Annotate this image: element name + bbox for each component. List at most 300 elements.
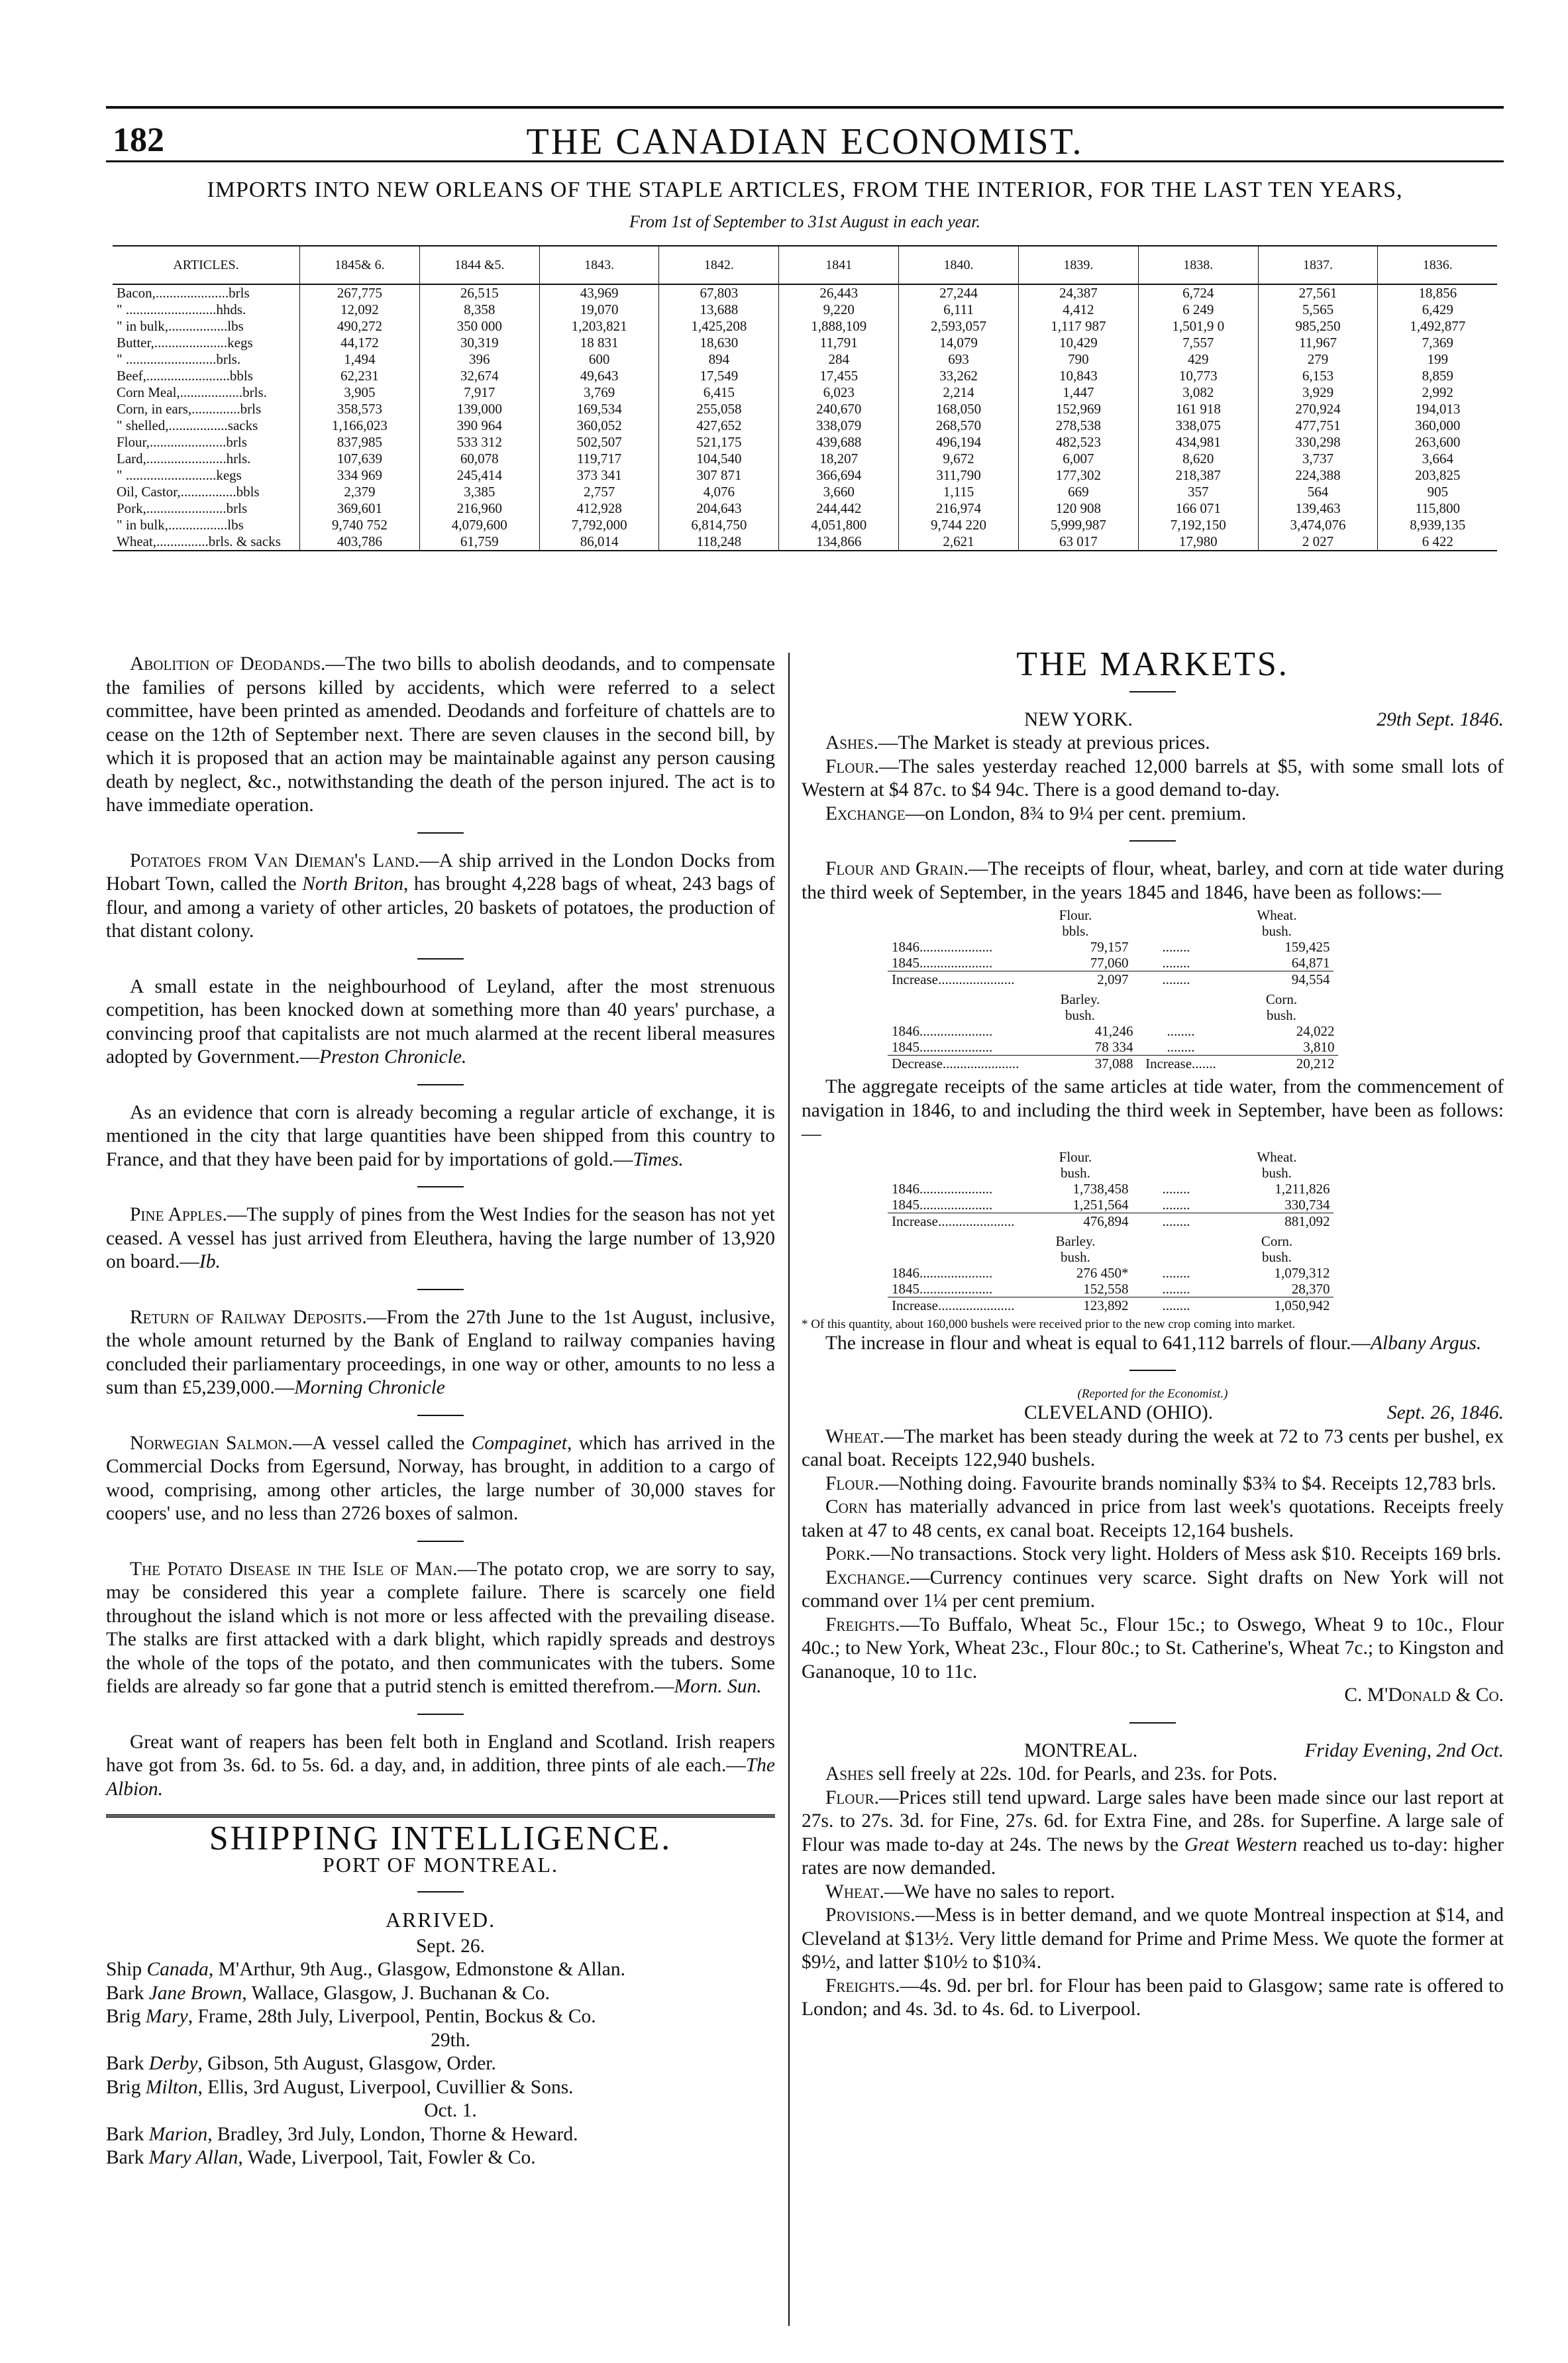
value-cell: 357 <box>1138 484 1258 500</box>
railway-text: —From the 27th June to the 1st August, inclusive, the whole amount returned by the Bank of England to railway companies having concluded their parliamentary proceedings, in one way or other, amounts to no less a sum than £5,239,000.— <box>106 1306 775 1398</box>
vessel-details: , Ellis, 3rd August, Liverpool, Cuvillier & Sons. <box>197 2076 574 2098</box>
table-row <box>113 368 1497 384</box>
page-number: 182 <box>113 121 164 159</box>
item-text: —Nothing doing. Favourite brands nominally $3¾ to $4. Receipts 12,783 brls. <box>878 1472 1496 1494</box>
potatoes-text-2: , has brought 4,228 bags of wheat, 243 bags of flour, and among a variety of other articles, 20 baskets of potatoes, the production of that distant colony. <box>106 873 776 942</box>
ship-name: Compaginet <box>471 1432 567 1454</box>
article-cell: Bacon,.....................brls <box>113 284 300 302</box>
value-cell: 4,051,800 <box>779 517 899 533</box>
grain-aggregate: The aggregate receipts of the same articles at tide water, from the commencement of navigation in 1846, to and including the third week in September, have been as follows:— <box>802 1076 1504 1144</box>
leyland-article <box>106 975 775 1070</box>
article-cell: Corn, in ears,..............brls <box>113 401 300 417</box>
stat-mid: ........ <box>1162 1196 1190 1213</box>
value-cell: 11,967 <box>1258 335 1378 351</box>
value-cell: 120 908 <box>1018 500 1138 517</box>
item-heading: Pork. <box>825 1543 871 1565</box>
stat-value: 37,088 <box>1023 1056 1137 1072</box>
item-text: —The sales yesterday reached 12,000 barrels at $5, with some small lots of Western at $4 87c. to $4 94c. There is a good demand to-day. <box>802 755 1504 800</box>
value-cell: 177,302 <box>1018 467 1138 484</box>
table-row <box>113 417 1497 434</box>
value-cell: 2,621 <box>899 533 1019 551</box>
value-cell: 412,928 <box>539 500 659 517</box>
stat-value: 476,894 <box>1018 1213 1132 1229</box>
vessel-details: , Frame, 28th July, Liverpool, Pentin, Bockus & Co. <box>187 2006 596 2027</box>
market-item <box>802 1472 1504 1496</box>
stat-mid: ........ <box>1167 1023 1195 1039</box>
value-cell: 26,515 <box>419 284 539 302</box>
stat-value: 79,157 <box>1090 939 1129 955</box>
value-cell: 396 <box>419 351 539 368</box>
value-cell: 338,075 <box>1138 417 1258 434</box>
stat-unit: bush. <box>1060 1164 1090 1181</box>
article-cell: Oil, Castor,................bbls <box>113 484 300 500</box>
value-cell: 7,369 <box>1422 335 1453 351</box>
vessel-type: Bark <box>106 2053 149 2074</box>
value-cell: 12,092 <box>300 302 420 318</box>
value-cell: 369,601 <box>300 500 420 517</box>
stat-head: Barley. <box>1060 991 1100 1007</box>
column-header: 1839. <box>1018 246 1138 284</box>
stat-row <box>888 1281 1333 1297</box>
value-cell: 1,115 <box>899 484 1019 500</box>
value-cell: 107,639 <box>300 451 420 467</box>
value-cell: 284 <box>779 351 899 368</box>
column-rule <box>788 653 790 2326</box>
date: Sept. 26, 1846. <box>1386 1402 1504 1423</box>
column-header: ARTICLES. <box>113 246 300 284</box>
stat-value: 94,554 <box>1220 971 1333 988</box>
value-cell: 44,172 <box>300 335 420 351</box>
stat-row <box>888 1023 1338 1039</box>
value-cell: 429 <box>1138 351 1258 368</box>
value-cell: 6,111 <box>899 302 1019 318</box>
salmon-text: —A vessel called the <box>292 1432 472 1454</box>
stat-unit: bush. <box>1261 1248 1292 1265</box>
reapers-text: Great want of reapers has been felt both in England and Scotland. Irish reapers have got from 3s. 6d. to 5s. 6d. a day, and, in addition, three pints of ale each.— <box>106 1731 775 1776</box>
imports-title: IMPORTS INTO NEW ORLEANS OF THE STAPLE ARTICLES, FROM THE INTERIOR, FOR THE LAST TEN YEARS, <box>207 178 1403 202</box>
stat-value: 20,212 <box>1224 1056 1338 1072</box>
value-cell: 3,905 <box>300 384 420 401</box>
value-cell: 373 341 <box>539 467 659 484</box>
leyland-text: A small estate in the neighbourhood of Leyland, after the most strenuous competition, has been knocked down at something more than 40 years' purchase, a convincing proof that capitalists are not much alarmed at the recent liberal measures adopted by Government.— <box>106 975 775 1068</box>
source: Times. <box>633 1148 684 1170</box>
stat-label: 1846..................... <box>892 1264 993 1281</box>
vessel-type: Bark <box>106 2123 149 2145</box>
value-cell: 18,207 <box>779 451 899 467</box>
item-heading: Freights. <box>825 1614 900 1635</box>
value-cell: 502,507 <box>539 434 659 451</box>
table-row <box>113 451 1497 467</box>
table-row <box>113 284 1497 302</box>
grain-table-2 <box>888 991 1338 1072</box>
stat-unit: bush. <box>1266 1007 1296 1023</box>
potatoes-article <box>106 850 775 944</box>
stat-head-row <box>888 907 1333 923</box>
value-cell: 43,969 <box>539 284 659 302</box>
item-heading: Ashes. <box>825 732 879 753</box>
salmon-heading: Norwegian Salmon. <box>130 1432 293 1454</box>
stat-value: 276 450* <box>1076 1264 1129 1281</box>
reapers-article <box>106 1731 775 1802</box>
item-heading: Flour. <box>825 1472 879 1494</box>
value-cell: 6,415 <box>659 384 779 401</box>
stat-unit: bbls. <box>1062 923 1089 939</box>
article-cell: " shelled,.................sacks <box>113 417 300 434</box>
column-header: 1840. <box>899 246 1019 284</box>
value-cell: 358,573 <box>300 401 420 417</box>
montreal-dateline <box>802 1739 1504 1763</box>
stat-mid: ........ <box>1132 1213 1220 1229</box>
value-cell: 11,791 <box>779 335 899 351</box>
table-row <box>113 351 1497 368</box>
stat-head-row <box>888 1149 1333 1165</box>
ny-exchange <box>802 802 1504 826</box>
value-cell: 1,166,023 <box>300 417 420 434</box>
item-text: The increase in flour and wheat is equal to 641,112 barrels of flour.— <box>825 1332 1371 1354</box>
column-header: 1838. <box>1138 246 1258 284</box>
value-cell: 240,670 <box>779 401 899 417</box>
value-cell: 427,652 <box>659 417 779 434</box>
value-cell: 8,358 <box>419 302 539 318</box>
market-item <box>802 1975 1504 2022</box>
ship-entry <box>106 2005 775 2029</box>
value-cell: 67,803 <box>659 284 779 302</box>
item-text: —The receipts of flour, wheat, barley, and corn at tide water during the third week of September, in the years 1845 and 1846, have been as follows:— <box>802 858 1504 903</box>
value-cell: 270,924 <box>1258 401 1378 417</box>
value-cell: 255,058 <box>659 401 779 417</box>
value-cell: 6 249 <box>1138 302 1258 318</box>
stat-blank <box>888 907 1018 923</box>
value-cell: 8,620 <box>1138 451 1258 467</box>
pines-article <box>106 1203 775 1274</box>
value-cell: 669 <box>1018 484 1138 500</box>
article-cell: " ..........................kegs <box>113 467 300 484</box>
item-heading: Exchange. <box>825 1566 911 1588</box>
stat-label: 1846..................... <box>892 939 993 955</box>
stat-mid: ........ <box>1162 955 1190 971</box>
grain-table-4 <box>888 1233 1333 1313</box>
value-cell: 17,549 <box>659 368 779 384</box>
value-cell: 104,540 <box>659 451 779 467</box>
stat-value: 152,558 <box>1083 1280 1129 1297</box>
ship-date: 29th. <box>431 2029 470 2051</box>
value-cell: 6,814,750 <box>659 517 779 533</box>
value-cell: 216,960 <box>419 500 539 517</box>
pines-heading: Pine Apples. <box>130 1204 227 1225</box>
value-cell: 837,985 <box>300 434 420 451</box>
imports-table <box>113 245 1497 551</box>
value-cell: 533 312 <box>419 434 539 451</box>
separator <box>417 1891 464 1893</box>
stat-row <box>888 1181 1333 1197</box>
stat-value: 78 334 <box>1094 1039 1133 1055</box>
article-cell: " ..........................hhds. <box>113 302 300 318</box>
item-text: —4s. 9d. per brl. for Flour has been paid to Glasgow; same rate is offered to London; and 4s. 3d. to 4s. 6d. to Liverpool. <box>802 1975 1504 2020</box>
stat-blank <box>1132 1249 1220 1265</box>
stat-unit: bush. <box>1261 1164 1292 1181</box>
stat-head: Wheat. <box>1257 907 1297 923</box>
ship-entry <box>106 2123 775 2147</box>
stat-head: Wheat. <box>1257 1148 1297 1165</box>
item-text: —on London, 8¾ to 9¼ per cent. premium. <box>905 802 1247 824</box>
stat-unit-row <box>888 923 1333 939</box>
stat-mid: Increase....... <box>1137 1056 1224 1072</box>
vessel-name: Milton <box>145 2076 198 2098</box>
value-cell: 311,790 <box>899 467 1019 484</box>
stat-unit-row <box>888 1007 1338 1023</box>
value-cell: 18 831 <box>539 335 659 351</box>
vessel-type: Bark <box>106 1982 149 2004</box>
montreal-items <box>802 1763 1504 2022</box>
stat-value: 2,097 <box>1018 971 1132 988</box>
value-cell: 245,414 <box>419 467 539 484</box>
stat-value: 1,211,826 <box>1275 1180 1330 1197</box>
stat-label: Decrease...................... <box>888 1056 1023 1072</box>
value-cell: 9,220 <box>779 302 899 318</box>
stat-mid: ........ <box>1162 1180 1190 1197</box>
salmon-text-2: , which has arrived in the Commercial Docks from Egersund, Norway, has brought, in addition to a cargo of wood, comprising, among other articles, the large number of 30,000 staves for coopers' use, and no less than 2726 boxes of salmon. <box>106 1432 776 1524</box>
value-cell: 6,153 <box>1258 368 1378 384</box>
left-column <box>106 653 775 2170</box>
stat-head-row <box>888 991 1338 1007</box>
stat-unit-row <box>888 1249 1333 1265</box>
source: Albany Argus. <box>1371 1332 1482 1354</box>
stat-value: 1,251,564 <box>1072 1196 1129 1213</box>
date: Friday Evening, 2nd Oct. <box>1304 1739 1504 1761</box>
value-cell: 119,717 <box>539 451 659 467</box>
stat-head: Corn. <box>1261 1233 1293 1249</box>
item-heading: Flour. <box>825 1786 879 1808</box>
reported-note: (Reported for the Economist.) <box>1077 1387 1228 1401</box>
stat-value: 123,892 <box>1018 1297 1132 1313</box>
value-cell: 3,082 <box>1138 384 1258 401</box>
stat-blank <box>888 991 1023 1007</box>
potato-disease-text: —The potato crop, we are sorry to say, may be considered this year a complete failure. There is scarcely one field throughout the island which is not more or less affected with the prevailing disease. The stalks are first attacked with a dark blight, which rapidly spreads and destroys the whole of the tops of the potato, and then communicates with the tubers. Some fields are already so far gone that a putrid stench is emitted therefrom.— <box>106 1558 776 1697</box>
separator <box>417 958 464 960</box>
value-cell: 905 <box>1427 484 1448 500</box>
value-cell: 7,192,150 <box>1138 517 1258 533</box>
value-cell: 10,773 <box>1138 368 1258 384</box>
vessel-details: , Wade, Liverpool, Tait, Fowler & Co. <box>238 2147 536 2168</box>
stat-label: Increase...................... <box>888 1297 1018 1313</box>
value-cell: 360,000 <box>1415 417 1461 433</box>
value-cell: 2 027 <box>1258 533 1378 551</box>
column-header: 1843. <box>539 246 659 284</box>
stat-total-row <box>888 1297 1333 1313</box>
item-text: —Mess is in better demand, and we quote Montreal inspection at $14, and Cleveland at $13½. Very little demand for Prime and Prime Mess. We quote the former at $9½, and latter $10½ to $10¾. <box>802 1904 1504 1973</box>
imports-header-row <box>113 246 1497 284</box>
stat-blank <box>1132 1149 1220 1165</box>
value-cell: 62,231 <box>300 368 420 384</box>
date: 29th Sept. 1846. <box>1377 708 1504 730</box>
grain-footnote: * Of this quantity, about 160,000 bushels were received prior to the new crop coming into market. <box>802 1317 1296 1331</box>
stat-blank <box>888 1249 1018 1265</box>
stat-value: 1,050,942 <box>1220 1297 1333 1313</box>
value-cell: 439,688 <box>779 434 899 451</box>
column-header: 1844 &5. <box>419 246 539 284</box>
market-item <box>802 1543 1504 1566</box>
stat-value: 1,079,312 <box>1274 1264 1330 1281</box>
vessel-name: Mary <box>145 2006 188 2027</box>
article-cell: " in bulk,.................lbs <box>113 318 300 335</box>
item-text: —The Market is steady at previous prices. <box>878 732 1210 753</box>
value-cell: 360,052 <box>539 417 659 434</box>
stat-blank <box>1132 1165 1220 1181</box>
value-cell: 10,843 <box>1018 368 1138 384</box>
vessel-name: Jane Brown <box>148 1982 242 2004</box>
running-title: THE CANADIAN ECONOMIST. <box>526 121 1084 162</box>
stat-label: 1845..................... <box>892 1280 993 1297</box>
value-cell: 18,630 <box>659 335 779 351</box>
stat-blank <box>888 1233 1018 1249</box>
source: Ib. <box>199 1251 221 1272</box>
place: MONTREAL. <box>1024 1739 1138 1761</box>
value-cell: 24,387 <box>1018 284 1138 302</box>
value-cell: 49,643 <box>539 368 659 384</box>
grain-table-1 <box>888 907 1333 987</box>
value-cell: 61,759 <box>419 533 539 551</box>
stat-value: 24,022 <box>1296 1023 1335 1039</box>
stat-value: 77,060 <box>1090 955 1129 971</box>
value-cell: 27,561 <box>1258 284 1378 302</box>
item-text: —Prices still tend upward. Large sales have been made since our last report at 27s. to 27s. 3d. for Fine, 27s. 6d. for Extra Fine, and 28s. for Superfine. A large sale of Flour was made to-day at 24s. The news by the <box>802 1786 1504 1855</box>
item-text: has materially advanced in price from last week's quotations. Receipts freely taken at 47 to 48 cents, ex canal boat. Receipts 12,164 bushels. <box>802 1496 1504 1541</box>
ship-entry <box>106 2052 775 2076</box>
value-cell: 63 017 <box>1018 533 1138 551</box>
stat-blank <box>888 1165 1018 1181</box>
article-cell: Corn Meal,..................brls. <box>113 384 300 401</box>
stat-head-row <box>888 1233 1333 1249</box>
value-cell: 3,385 <box>419 484 539 500</box>
market-item <box>802 1566 1504 1614</box>
stat-blank <box>1137 991 1224 1007</box>
grain-article <box>802 857 1504 905</box>
vessel-name: Derby <box>148 2053 198 2074</box>
value-cell: 366,694 <box>779 467 899 484</box>
value-cell: 600 <box>539 351 659 368</box>
value-cell: 350 000 <box>419 318 539 335</box>
value-cell: 3,769 <box>539 384 659 401</box>
column-header: 1836. <box>1378 246 1497 284</box>
value-cell: 224,388 <box>1258 467 1378 484</box>
value-cell: 2,992 <box>1422 384 1453 400</box>
item-text: reached us to-day: higher rates are now demanded. <box>802 1834 1504 1879</box>
item-heading: Flour and Grain. <box>825 858 968 879</box>
value-cell: 134,866 <box>779 533 899 551</box>
stat-value: 330,734 <box>1284 1196 1330 1213</box>
value-cell: 693 <box>899 351 1019 368</box>
stat-mid: ........ <box>1132 971 1220 988</box>
value-cell: 434,981 <box>1138 434 1258 451</box>
ny-dateline <box>802 708 1504 732</box>
ny-ashes <box>802 732 1504 755</box>
item-heading: Freights. <box>825 1975 900 1997</box>
source: Morn. Sun. <box>674 1676 762 1697</box>
stat-value: 1,738,458 <box>1072 1180 1129 1197</box>
value-cell: 267,775 <box>300 284 420 302</box>
stat-label: 1846..................... <box>892 1023 993 1039</box>
value-cell: 330,298 <box>1258 434 1378 451</box>
value-cell: 521,175 <box>659 434 779 451</box>
stat-label: Increase...................... <box>888 971 1018 988</box>
potatoes-heading: Potatoes from Van Dieman's Land. <box>130 850 420 871</box>
deodands-article <box>106 653 775 818</box>
value-cell: 17,455 <box>779 368 899 384</box>
value-cell: 985,250 <box>1258 318 1378 335</box>
vessel-type: Brig <box>106 2076 146 2098</box>
value-cell: 338,079 <box>779 417 899 434</box>
value-cell: 390 964 <box>419 417 539 434</box>
item-heading: Corn <box>825 1496 868 1517</box>
place: NEW YORK. <box>1024 708 1133 730</box>
value-cell: 3,660 <box>779 484 899 500</box>
stat-total-row <box>888 1056 1338 1072</box>
stat-value: 3,810 <box>1303 1039 1335 1055</box>
value-cell: 166 071 <box>1138 500 1258 517</box>
article-cell: Lard,.......................hrls. <box>113 451 300 467</box>
stat-row <box>888 1039 1338 1056</box>
item-heading: Wheat. <box>825 1881 884 1902</box>
value-cell: 1,492,877 <box>1410 318 1466 334</box>
source: The Albion. <box>106 1755 775 1800</box>
value-cell: 60,078 <box>419 451 539 467</box>
stat-label: 1845..................... <box>892 955 993 971</box>
right-column <box>802 645 1504 2022</box>
salmon-article <box>106 1432 775 1526</box>
value-cell: 30,319 <box>419 335 539 351</box>
value-cell: 19,070 <box>539 302 659 318</box>
column-header: 1842. <box>659 246 779 284</box>
deodands-heading: Abolition of Deodands. <box>130 653 326 675</box>
shipping-list <box>106 1935 775 2170</box>
value-cell: 33,262 <box>899 368 1019 384</box>
railway-article <box>106 1306 775 1400</box>
value-cell: 1,501,9 0 <box>1138 318 1258 335</box>
stat-label: Increase...................... <box>888 1213 1018 1229</box>
stat-blank <box>1132 907 1220 923</box>
ship-entry <box>106 1982 775 2006</box>
double-rule <box>106 1814 775 1818</box>
market-item <box>802 1496 1504 1543</box>
corn-article <box>106 1101 775 1172</box>
value-cell: 3,737 <box>1258 451 1378 467</box>
value-cell: 169,534 <box>539 401 659 417</box>
value-cell: 6,023 <box>779 384 899 401</box>
separator <box>417 1541 464 1542</box>
value-cell: 894 <box>659 351 779 368</box>
vessel-type: Bark <box>106 2147 149 2168</box>
imports-body <box>113 284 1497 551</box>
column-header: 1841 <box>779 246 899 284</box>
value-cell: 7,917 <box>419 384 539 401</box>
value-cell: 403,786 <box>300 533 420 551</box>
value-cell: 490,272 <box>300 318 420 335</box>
value-cell: 14,079 <box>899 335 1019 351</box>
value-cell: 218,387 <box>1138 467 1258 484</box>
value-cell: 115,800 <box>1415 500 1460 516</box>
vessel-details: , Bradley, 3rd July, London, Thorne & Heward. <box>207 2123 578 2145</box>
value-cell: 3,929 <box>1258 384 1378 401</box>
value-cell: 3,474,076 <box>1258 517 1378 533</box>
value-cell: 199 <box>1427 351 1448 367</box>
article-cell: Beef,........................bbls <box>113 368 300 384</box>
stat-unit-row <box>888 1165 1333 1181</box>
vessel-type: Brig <box>106 2006 146 2027</box>
stat-value: 28,370 <box>1291 1280 1330 1297</box>
separator <box>417 1714 464 1715</box>
stat-value: 41,246 <box>1094 1023 1133 1039</box>
potato-disease-article <box>106 1558 775 1699</box>
